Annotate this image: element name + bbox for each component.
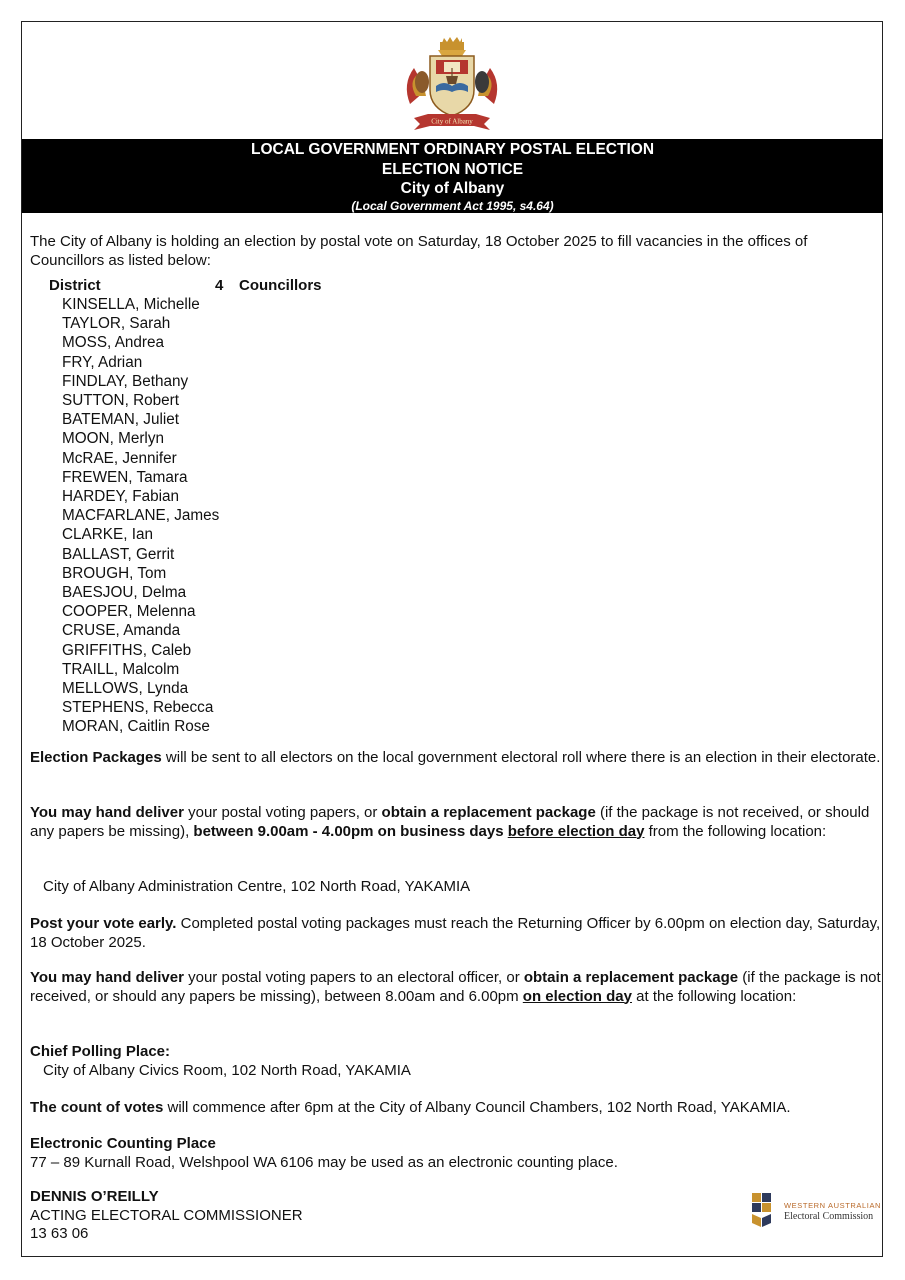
candidate-name: COOPER, Melenna <box>62 603 196 621</box>
hand-deliver-text: your postal voting papers, or <box>183 804 382 821</box>
contact-phone: 13 63 06 <box>30 1225 89 1242</box>
post-vote-paragraph <box>30 915 885 952</box>
candidate-name: BROUGH, Tom <box>62 564 167 582</box>
banner-title-line2: ELECTION NOTICE <box>381 160 524 178</box>
candidate-list <box>62 295 219 737</box>
hand-deliver-election-day-paragraph <box>30 969 885 1006</box>
crest-ribbon-text: City of Albany <box>431 117 473 126</box>
candidate-name: McRAE, Jennifer <box>62 449 177 467</box>
election-packages-text: will be sent to all electors on the local government electoral roll where there is an election in their electorate. <box>161 749 881 766</box>
replacement-package-bold: obtain a replacement package <box>381 804 596 821</box>
hand-deliver-before-paragraph <box>30 804 885 841</box>
post-vote-text: Completed postal voting packages must reach the Returning Officer by 6.00pm on election day, Saturday, 18 October 2025. <box>30 915 881 951</box>
banner-act-reference: (Local Government Act 1995, s4.64) <box>351 198 554 213</box>
post-vote-heading: Post your vote early. <box>30 915 177 932</box>
candidate-name: STEPHENS, Rebecca <box>62 699 214 717</box>
candidate-name: FREWEN, Tamara <box>62 468 188 486</box>
title-banner <box>22 139 883 213</box>
hand-deliver-bold: You may hand deliver <box>30 804 184 821</box>
candidate-name: KINSELLA, Michelle <box>62 296 200 313</box>
election-packages-paragraph <box>30 749 885 768</box>
district-label: District <box>49 277 101 294</box>
signature-block <box>30 1188 303 1244</box>
before-election-day-underlined: before election day <box>507 822 645 840</box>
count-of-votes-text: will commence after 6pm at the City of Albany Council Chambers, 102 North Road, YAKAMIA. <box>163 1099 791 1116</box>
chief-polling-place-heading: Chief Polling Place: <box>30 1043 171 1060</box>
logo-text-line2: Electoral Commission <box>784 1211 874 1222</box>
candidate-name: MORAN, Caitlin Rose <box>62 718 210 736</box>
candidate-name: FRY, Adrian <box>62 353 143 371</box>
candidate-name: FINDLAY, Bethany <box>62 372 189 390</box>
candidate-name: CRUSE, Amanda <box>62 622 181 640</box>
commissioner-title: ACTING ELECTORAL COMMISSIONER <box>30 1206 303 1224</box>
banner-title-line1: LOCAL GOVERNMENT ORDINARY POSTAL ELECTION <box>250 141 655 158</box>
count-of-votes-heading: The count of votes <box>30 1099 164 1116</box>
district-office: Councillors <box>239 277 322 294</box>
candidate-name: BATEMAN, Juliet <box>62 411 180 429</box>
candidate-name: BAESJOU, Delma <box>62 584 187 602</box>
hand-deliver-text: from the following location: <box>644 822 827 840</box>
electoral-commission-emblem-icon <box>750 1191 776 1229</box>
replacement-package-bold: obtain a replacement package <box>523 969 739 986</box>
candidate-name: MOON, Merlyn <box>62 430 164 448</box>
hand-deliver-text: (if the package is not received, or should any papers be missing), between 8.00am and 6.00pm <box>30 969 881 1005</box>
election-packages-heading: Election Packages <box>30 749 162 766</box>
hand-deliver-bold: You may hand deliver <box>30 969 184 986</box>
chief-polling-place-location: City of Albany Civics Room, 102 North Road, YAKAMIA <box>43 1062 411 1079</box>
count-of-votes-paragraph <box>30 1099 885 1118</box>
hand-deliver-text: at the following location: <box>632 987 797 1005</box>
electronic-counting-text: 77 – 89 Kurnall Road, Welshpool WA 6106 may be used as an electronic counting place. <box>30 1154 618 1171</box>
intro-paragraph: The City of Albany is holding an election by postal vote on Saturday, 18 October 2025 to fill vacancies in the offices of Councillors as listed below: <box>30 233 808 269</box>
candidate-name: HARDEY, Fabian <box>62 488 180 506</box>
candidate-name: MOSS, Andrea <box>62 334 165 352</box>
candidate-name: TAYLOR, Sarah <box>62 315 171 333</box>
candidate-name: CLARKE, Ian <box>62 526 153 544</box>
candidate-name: MACFARLANE, James <box>62 507 220 525</box>
district-vacancy-count: 4 <box>215 277 224 294</box>
wa-electoral-commission-logo <box>748 1190 884 1230</box>
banner-council-name: City of Albany <box>400 180 505 197</box>
hand-deliver-text: your postal voting papers to an electoral officer, or <box>183 969 524 986</box>
on-election-day-underlined: on election day <box>522 987 632 1005</box>
city-of-albany-crest <box>400 34 504 134</box>
commissioner-name: DENNIS O’REILLY <box>30 1188 159 1205</box>
candidate-name: MELLOWS, Lynda <box>62 680 189 698</box>
candidate-name: GRIFFITHS, Caleb <box>62 641 192 659</box>
candidate-name: TRAILL, Malcolm <box>62 660 180 678</box>
candidate-name: SUTTON, Robert <box>62 392 180 410</box>
location-administration-centre: City of Albany Administration Centre, 102 North Road, YAKAMIA <box>43 878 471 895</box>
candidate-name: BALLAST, Gerrit <box>62 545 175 563</box>
hand-deliver-text: (if the package is not received, or should any papers be missing), <box>30 804 870 840</box>
logo-text-line1: WESTERN AUSTRALIAN <box>784 1201 882 1210</box>
electronic-counting-heading: Electronic Counting Place <box>30 1135 216 1152</box>
business-hours-bold: between 9.00am - 4.00pm on business days <box>193 822 504 840</box>
